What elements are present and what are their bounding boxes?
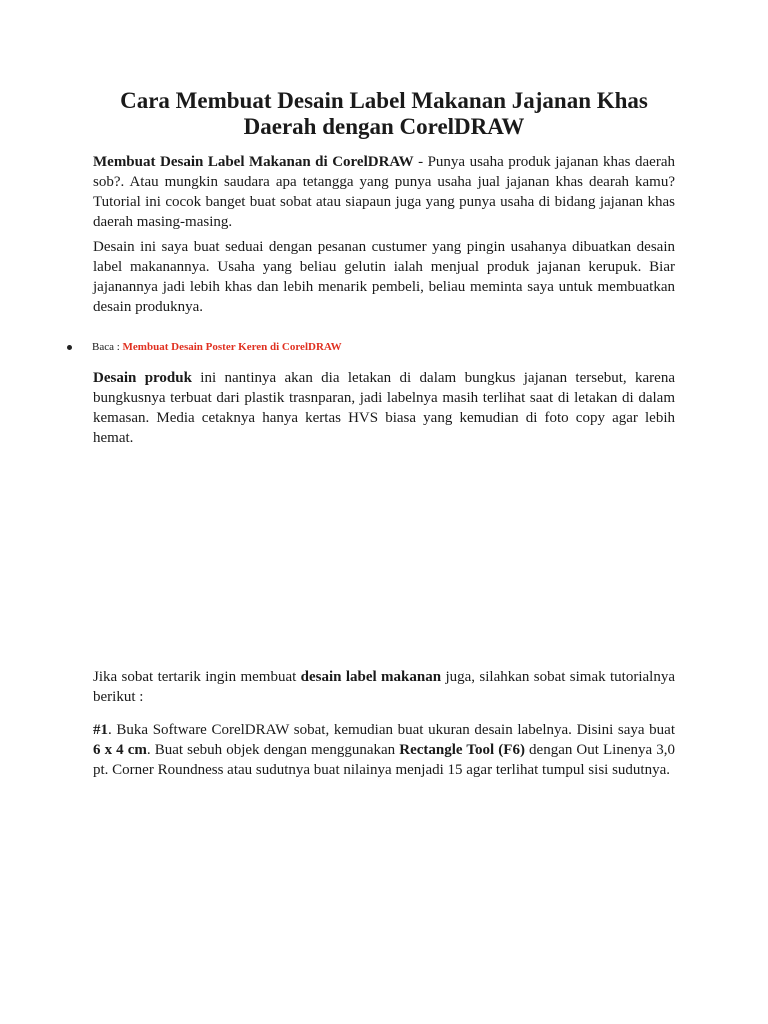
step-text-3: dengan Out Linenya 3,0 pt. Corner Roundness atau sudutnya buat nilainya menjadi 15 agar terlihat tumpul sisi sudutnya.	[93, 742, 676, 778]
step-text-2: . Buat sebuh objek dengan menggunakan	[146, 742, 400, 758]
tutorial-intro-after: juga, silahkan sobat simak tutorialnya berikut :	[93, 669, 675, 705]
product-bold: Desain produk	[93, 370, 192, 386]
document-title: Cara Membuat Desain Label Makanan Jajanan Khas Daerah dengan CorelDRAW	[120, 88, 648, 139]
step-tool: Rectangle Tool (F6)	[399, 742, 525, 758]
context-paragraph: Desain ini saya buat seduai dengan pesanan custumer yang pingin usahanya dibuatkan desain label makanannya. Usaha yang beliau gelutin ialah menjual produk jajanan kerupuk. Biar jajanannya jadi lebih khas dan lebih menarik pembeli, beliau meminta saya untuk membuatkan desain produknya.	[93, 239, 675, 315]
baca-prefix: Baca :	[92, 341, 123, 353]
baca-bullet	[67, 339, 342, 355]
baca-link[interactable]: Membuat Desain Poster Keren di CorelDRAW	[122, 341, 342, 353]
intro-text: - Punya usaha produk jajanan khas daerah sob?. Atau mungkin saudara apa tetangga yang punya usaha jual jajanan khas dearah kamu? Tutorial ini cocok banget buat sobat atau siapaun juga yang punya usaha di bidang jajanan khas daerah masing-masing.	[93, 154, 675, 230]
tutorial-intro-paragraph	[93, 667, 675, 707]
bullet-dot-icon	[67, 345, 72, 350]
step-size: 6 x 4 cm	[93, 742, 147, 758]
tutorial-intro-before: Jika sobat tertarik ingin membuat	[93, 669, 301, 685]
step-number: #1	[93, 722, 108, 738]
step-text-1: . Buka Software CorelDRAW sobat, kemudian buat ukuran desain labelnya. Disini saya buat	[108, 722, 675, 738]
intro-bold: Membuat Desain Label Makanan di CorelDRAW	[93, 154, 414, 170]
step-1-paragraph	[93, 720, 675, 780]
intro-paragraph	[93, 152, 675, 232]
product-text: ini nantinya akan dia letakan di dalam bungkus jajanan tersebut, karena bungkusnya terbuat dari plastik trasnparan, jadi labelnya masih terlihat saat di letakan di dalam kemasan. Media cetaknya hanya kertas HVS biasa yang kemudian di foto copy agar lebih hemat.	[93, 370, 675, 446]
product-paragraph	[93, 368, 675, 448]
tutorial-intro-bold: desain label makanan	[300, 669, 442, 685]
